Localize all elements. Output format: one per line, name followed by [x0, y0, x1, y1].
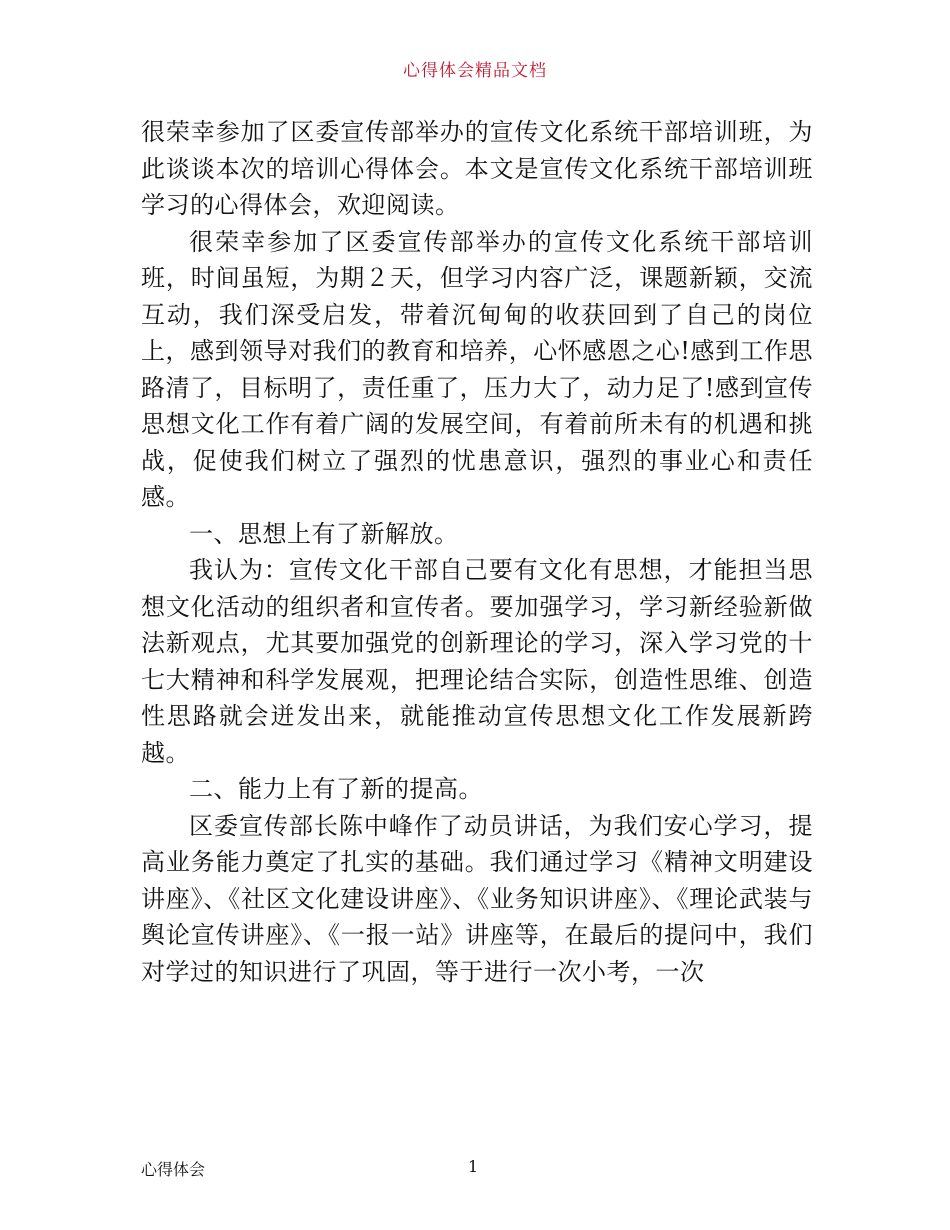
intro-paragraph: 很荣幸参加了区委宣传部举办的宣传文化系统干部培训班，为此谈谈本次的培训心得体会。本文是宣传文化系统干部培训班学习的心得体会，欢迎阅读。	[141, 118, 813, 219]
document-header-title: 心得体会精品文档	[403, 61, 547, 81]
body-paragraph-thought: 我认为：宣传文化干部自己要有文化有思想，才能担当思想文化活动的组织者和宣传者。要加强学习，学习新经验新做法新观点，尤其要加强党的创新理论的学习，深入学习党的十七大精神和科学发展观，把理论结合实际，创造性思维、创造性思路就会迸发出来，就能推动宣传思想文化工作发展新跨越。	[141, 556, 813, 767]
page-number: 1	[468, 1157, 479, 1176]
section-heading-thought: 一、思想上有了新解放。	[189, 519, 459, 548]
body-paragraph-training-overview: 很荣幸参加了区委宣传部举办的宣传文化系统干部培训班，时间虽短，为期２天，但学习内容广泛，课题新颖，交流互动，我们深受启发，带着沉甸甸的收获回到了自己的岗位上，感到领导对我们的教育和培养，心怀感恩之心!感到工作思路清了，目标明了，责任重了，压力大了，动力足了!感到宣传思想文化工作有着广阔的发展空间，有着前所未有的机遇和挑战，促使我们树立了强烈的忧患意识，强烈的事业心和责任感。	[141, 227, 813, 511]
section-heading-ability: 二、能力上有了新的提高。	[189, 775, 483, 803]
footer-label: 心得体会	[141, 1160, 206, 1179]
document-body	[141, 114, 813, 990]
body-paragraph-ability: 区委宣传部长陈中峰作了动员讲话，为我们安心学习，提高业务能力奠定了扎实的基础。我们通过学习《精神文明建设讲座》、《社区文化建设讲座》、《业务知识讲座》、《理论武装与舆论宣传讲座》、《一报一站》讲座等，在最后的提问中，我们对学过的知识进行了巩固，等于进行一次小考，一次	[141, 811, 813, 986]
